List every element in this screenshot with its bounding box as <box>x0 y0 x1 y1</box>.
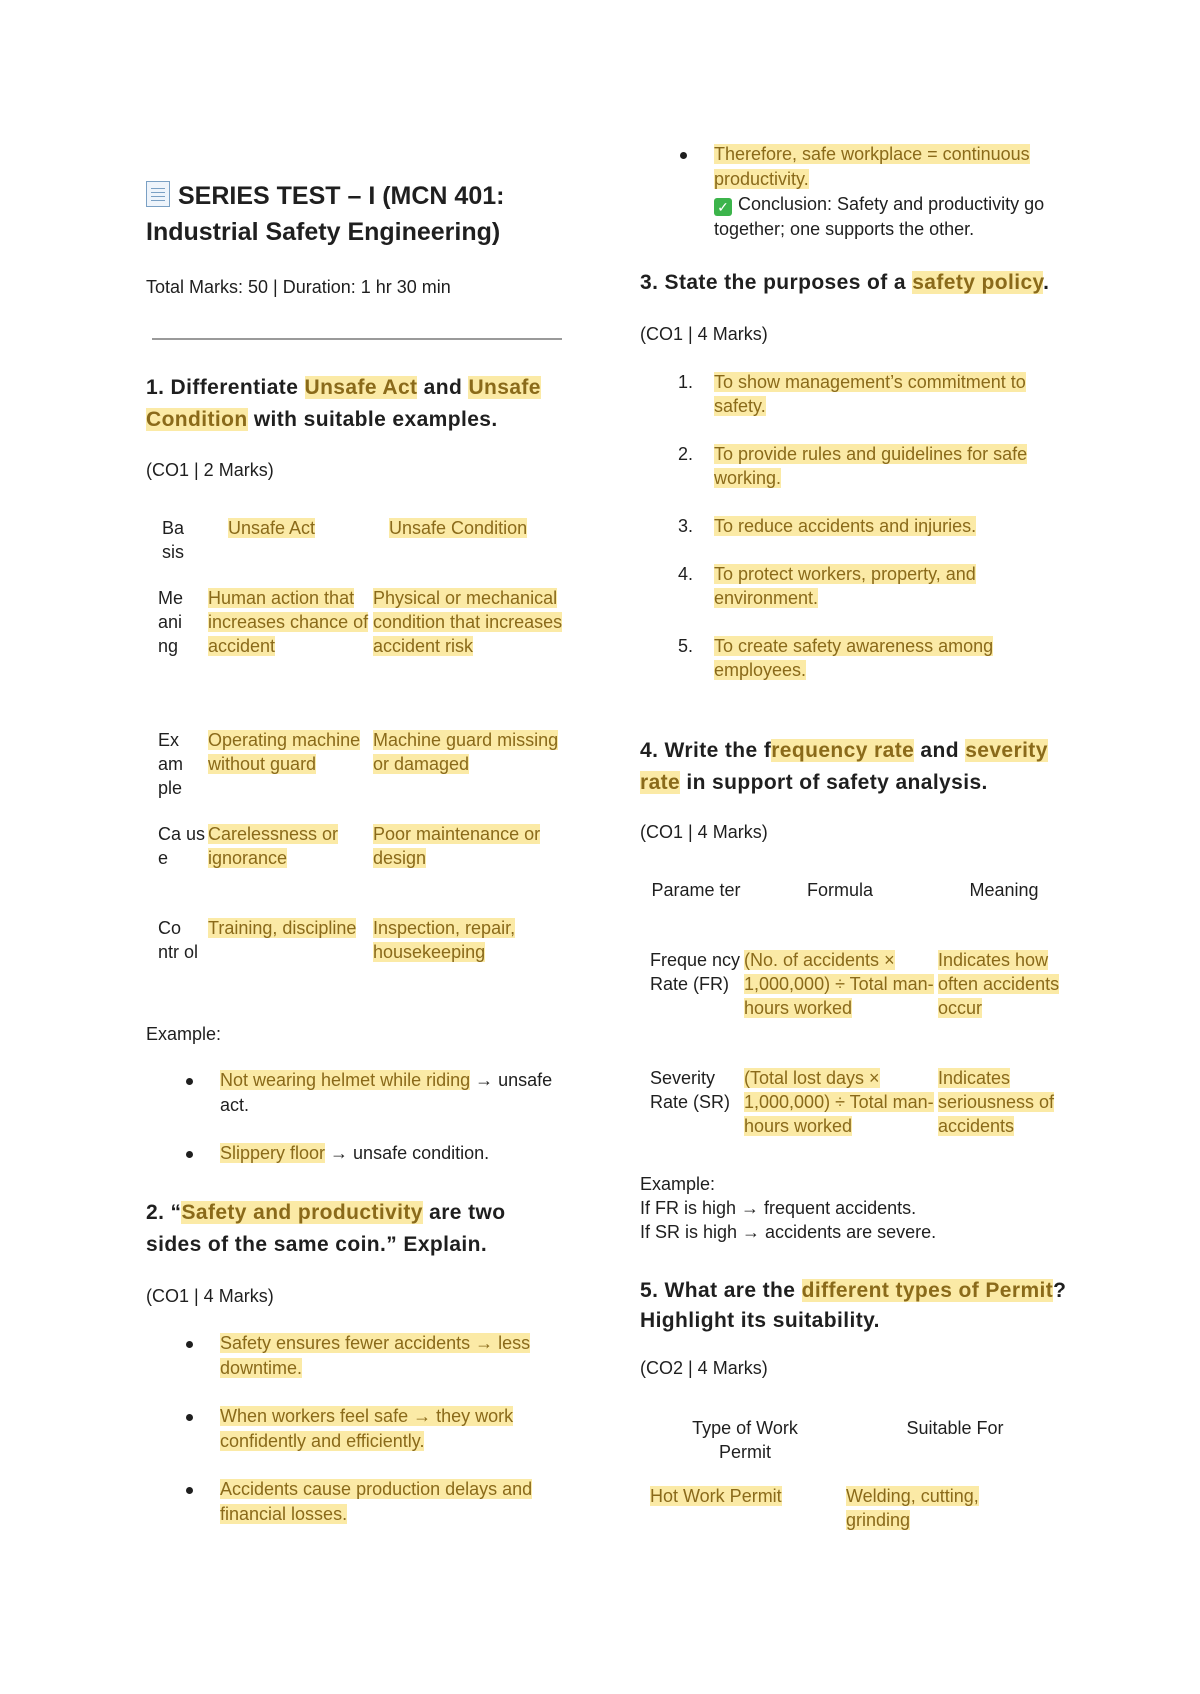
header-parameter: Parame ter <box>651 880 741 900</box>
header-unsafe-condition: Unsafe Condition <box>389 518 528 538</box>
question-2-marks: (CO1 | 4 Marks) <box>146 1286 274 1306</box>
list-item: Not wearing helmet while riding → unsafe act. <box>146 1068 566 1118</box>
question-4-marks: (CO1 | 4 Marks) <box>640 822 768 842</box>
table-header-row <box>650 878 1070 948</box>
q4-example: Example: If FR is high → frequent accidents. If SR is high → accidents are severe. <box>640 1174 937 1242</box>
question-1-marks: (CO1 | 2 Marks) <box>146 460 274 480</box>
question-4-heading: 4. Write the frequency rate and severity rate in support of safety analysis. <box>640 739 1048 794</box>
list-item: 4. To protect workers, property, and environment. <box>678 564 976 608</box>
table-header-row <box>158 516 568 586</box>
header-permit-type: Type of Work Permit <box>692 1418 798 1462</box>
document-icon <box>146 181 170 207</box>
exam-meta: Total Marks: 50 | Duration: 1 hr 30 min <box>146 277 451 297</box>
example-list <box>146 1068 566 1166</box>
question-2-heading: 2. “Safety and productivity are two sides of the same coin.” Explain. <box>146 1201 506 1256</box>
table-row: Severity Rate (SR) (Total lost days × 1,000,000) ÷ Total man-hours worked Indicates seriousness of accidents <box>650 1068 1055 1136</box>
table-row: Co ntr ol Training, discipline Inspection, repair, housekeeping <box>158 918 516 962</box>
list-item: When workers feel safe → they work confidently and efficiently. <box>146 1404 570 1454</box>
list-item: 3. To reduce accidents and injuries. <box>678 516 977 536</box>
accident-rate-table <box>650 878 1070 1166</box>
table-row: Ex am ple Operating machine without guard Machine guard missing or damaged <box>158 730 559 798</box>
list-item: Slippery floor → unsafe condition. <box>146 1141 566 1166</box>
list-item: 5. To create safety awareness among employees. <box>678 636 994 680</box>
checkmark-icon: ✓ <box>714 198 732 216</box>
table-row: Ca us e Carelessness or ignorance Poor maintenance or design <box>158 824 541 868</box>
unsafe-act-condition-table <box>158 516 568 996</box>
q2-point-list <box>146 1331 570 1527</box>
header-basis: Ba sis <box>162 518 185 562</box>
permit-type-table <box>650 1416 1070 1532</box>
q2-conclusion: Conclusion: Safety and productivity go together; one supports the other. <box>714 194 1045 239</box>
header-formula: Formula <box>806 880 873 900</box>
question-3-heading: 3. State the purposes of a safety policy. <box>640 271 1050 294</box>
list-item: Therefore, safe workplace = continuous productivity. ✓ Conclusion: Safety and productivity go together; one supports the other. <box>640 142 1070 242</box>
question-5-heading: 5. What are the different types of Permit? Highlight its suitability. <box>640 1279 1067 1332</box>
question-5-marks: (CO2 | 4 Marks) <box>640 1358 768 1378</box>
list-item: 2. To provide rules and guidelines for safe working. <box>678 444 1028 488</box>
q2-point-list-continued <box>640 142 1070 242</box>
table-row: Me ani ng Human action that increases chance of accident Physical or mechanical condition that increases accident risk <box>158 588 563 656</box>
page-title: SERIES TEST – I (MCN 401: Industrial Safety Engineering) <box>146 182 505 246</box>
header-suitable-for: Suitable For <box>906 1418 1004 1438</box>
divider <box>152 338 562 340</box>
table-header-row <box>650 1416 1070 1484</box>
safety-policy-list <box>640 370 1070 682</box>
list-item: Safety ensures fewer accidents → less downtime. <box>146 1331 570 1381</box>
example-label: Example: <box>146 1024 222 1044</box>
table-row: Freque ncy Rate (FR) (No. of accidents × 1,000,000) ÷ Total man-hours worked Indicates how often accidents occur <box>650 950 1060 1018</box>
header-meaning: Meaning <box>969 880 1039 900</box>
list-item: Accidents cause production delays and financial losses. <box>146 1477 570 1527</box>
question-1-heading: 1. Differentiate Unsafe Act and Unsafe Condition with suitable examples. <box>146 376 541 431</box>
table-row: Hot Work Permit Welding, cutting, grinding <box>650 1486 979 1530</box>
header-unsafe-act: Unsafe Act <box>228 518 316 538</box>
list-item: 1. To show management’s commitment to safety. <box>678 372 1026 416</box>
question-3-marks: (CO1 | 4 Marks) <box>640 324 768 344</box>
